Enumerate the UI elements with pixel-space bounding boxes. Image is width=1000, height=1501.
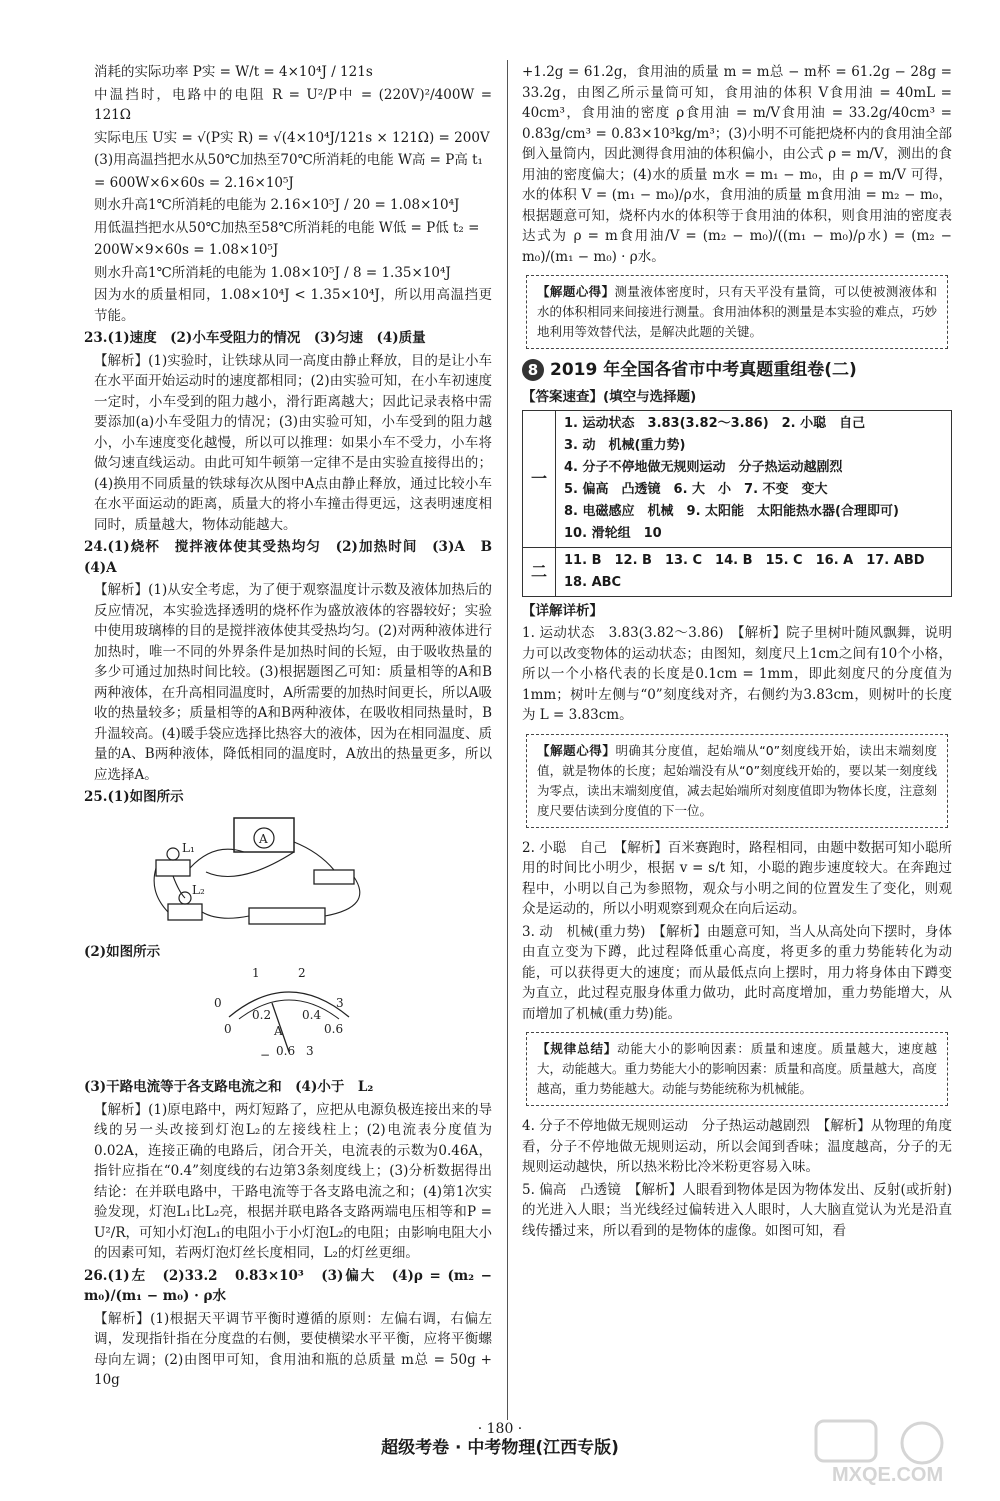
q24-answer: 24.(1)烧杯 搅拌液体使其受热均匀 (2)加热时间 (3)A B (4)A <box>84 539 506 576</box>
answer-line: 3. 动 机械(重力势) <box>564 437 686 453</box>
row-label: 一 <box>523 410 556 547</box>
tip-text: 测量液体密度时，只有天平没有量筒，可以使被测液体和水的体积相同来间接进行测量。食用油体积的测量是本实验的难点，巧妙地利用等效替代法，是解决此题的关键。 <box>537 284 938 339</box>
detail-2: 2. 小聪 自己 【解析】百米赛跑时，路程相同，由题中数据可知小聪所用的时间比小明少，根据 v = s/t 知，小聪的跑步速度较大。在奔跑过程中，小明以自己为参照物，观众与小明之间的位置发生了变化，则观众是运动的，所以小明观察到观众在向后运动。 <box>522 839 952 917</box>
answer-cell <box>556 410 952 547</box>
terminal-label: 0.6 <box>276 1043 296 1058</box>
column-divider <box>507 60 508 1420</box>
lamp-l1-label: L₁ <box>182 840 195 855</box>
tip-tag: 【规律总结】 <box>537 1041 618 1056</box>
tip-box <box>526 734 948 828</box>
answer-row <box>523 547 952 596</box>
tick-label: 0.2 <box>252 1007 272 1022</box>
answer-line: 10. 滑轮组 10 <box>564 525 662 541</box>
section-title-text: 2019 年全国各省市中考真题重组卷(二) <box>550 359 857 380</box>
answer-line: 4. 分子不停地做无规则运动 分子热运动越剧烈 <box>564 459 843 475</box>
watermark-text: MXQE.COM <box>832 1463 944 1486</box>
text-line: 用低温挡把水从50℃加热至58℃所消耗的电能 W低 = P低 t₂ = <box>94 219 480 236</box>
tick-label: 0 <box>224 1021 232 1036</box>
answer-table <box>522 410 952 597</box>
text-line: 则水升高1℃所消耗的电能为 1.08×10⁵J / 8 = 1.35×10⁴J <box>94 264 451 281</box>
answer-line: 11. B 12. B 13. C 14. B 15. C 16. A 17. ABD <box>564 552 925 568</box>
q23-answer: 23.(1)速度 (2)小车受阻力的情况 (3)匀速 (4)质量 <box>84 330 426 346</box>
circuit-diagram <box>144 812 492 939</box>
book-title: 超级考卷 · 中考物理(江西专版) <box>381 1438 619 1458</box>
answer-line: 18. ABC <box>564 574 622 590</box>
section-number: 8 <box>522 359 544 381</box>
q25-explanation: 【解析】(1)原电路中，两灯短路了，应把从电源负极连接出来的导线的另一头改接到灯泡L₂的左接线柱上；(2)电流表分度值为0.02A，连接正确的电路后，闭合开关，电流表的示数为0.46A，指针应指在“0.4”刻度线的右边第3条刻度线上；(3)分析数据得出结论：在并联电路中，干路电流等于各支路电流之和；(4)第1次实验发现，灯泡L₁比L₂亮，根据并联电路各支路两端电压相等和P = U²/R，可知小灯泡L₁的电阻小于小灯泡L₂的电阻；由影响电阻大小的因素可知，若两灯泡灯丝长度相同，L₂的灯丝更细。 <box>94 1101 492 1261</box>
watermark-icon <box>812 1417 982 1487</box>
text-line: 则水升高1℃所消耗的电能为 2.16×10⁵J / 20 = 1.08×10⁴J <box>94 197 460 213</box>
detail-3: 3. 动 机械(重力势) 【解析】由题意可知，当人从高处向下摆时，身体由直立变为下蹲，此过程降低重心高度，将更多的重力势能转化为动能，可以获得更大的速度；而从最低点向上摆时，用力将身体由下蹲变为直立，此过程克服身体重力做功，此时高度增加，重力势能增大，从而增加了机械(重力势)能。 <box>522 923 952 1022</box>
left-column <box>84 62 506 1393</box>
text-line: 中温挡时，电路中的电阻 R = U²/P中 = (220V)²/400W = 121Ω <box>94 86 492 123</box>
tick-label: 1 <box>252 966 260 980</box>
rule-box <box>526 1032 948 1106</box>
q26-explanation-cont: +1.2g = 61.2g，食用油的质量 m = m总 − m杯 = 61.2g − 28g = 33.2g，由图乙所示量筒可知，食用油的体积 V食用油 = 40mL = 40cm³，食用油的密度 ρ食用油 = m/V食用油 = 33.2g/40cm³ = 0.83g/cm³ = 0.83×10³kg/m³；(3)小明不可能把烧杯内的食用油全部倒入量筒内，因此测得食用油的体积偏小，由公式 ρ = m/V，测出的食用油的密度偏大；(4)水的质量 m水 = m₁ − m₀，由 ρ = m/V 可得，水的体积 V = (m₁ − m₀)/ρ水，食用油的质量 m食用油 = m₂ − m₀，根据题意可知，烧杯内水的体积等于食用油的体积，则食用油的密度表达式为 ρ = m食用油/V = (m₂ − m₀)/((m₁ − m₀)/ρ水) = (m₂ − m₀)/(m₁ − m₀) · ρ水。 <box>522 64 952 265</box>
row-label: 二 <box>523 547 556 596</box>
answer-line: 5. 偏高 凸透镜 6. 大 小 7. 不变 变大 <box>564 481 828 497</box>
tick-label: 0.6 <box>324 1021 344 1036</box>
tip-text: 动能大小的影响因素：质量和速度。质量越大，速度越大，动能越大。重力势能大小的影响因素：质量和高度。质量越大，高度越高，重力势能越大。动能与势能统称为机械能。 <box>537 1041 938 1096</box>
right-column <box>522 62 952 1243</box>
answer-row <box>523 410 952 547</box>
text-line: (3)用高温挡把水从50℃加热至70℃所消耗的电能 W高 = P高 t₁ <box>94 152 483 168</box>
terminal-label: − <box>260 1047 271 1062</box>
quick-answer-label: 【答案速查】(填空与选择题) <box>522 389 697 405</box>
tip-box <box>526 275 948 349</box>
page-number: · 180 · <box>477 1421 523 1437</box>
unit-label: A <box>274 1023 283 1038</box>
text-line: 消耗的实际功率 P实 = W/t = 4×10⁴J / 121s <box>94 64 373 80</box>
tip-tag: 【解题心得】 <box>537 284 615 299</box>
q26-answer: 26.(1)左 (2)33.2 0.83×10³ (3)偏大 (4)ρ = (m₂ − m₀)/(m₁ − m₀) · ρ水 <box>84 1267 492 1304</box>
detail-1: 1. 运动状态 3.83(3.82～3.86) 【解析】院子里树叶随风飘舞，说明力可以改变物体的运动状态；由图知，刻度尺上1cm之间有10个小格，所以一个小格代表的长度是0.1cm = 1mm，即此刻度尺的分度值为1mm；树叶左侧与“0”刻度线对齐，右侧约为3.83cm，则树叶的长度为 L = 3.83cm。 <box>522 625 952 723</box>
q23-explanation: 【解析】(1)实验时，让铁球从同一高度由静止释放，目的是让小车在水平面开始运动时的速度都相同；(2)由实验可知，在小车初速度一定时，小车受到的阻力越小，滑行距离越大；因此记录表格中需要添加(a)小车受阻力的情况；(3)由实验可知，小车受到的阻力越小，小车速度变化越慢，所以可以推理：如果小车不受力，小车将做匀速直线运动。由此可知牛顿第一定律不是由实验直接得出的；(4)换用不同质量的铁球每次从图中A点由静止释放，通过比较小车在水平面运动的距离，质量大的将小车撞击得更远，这表明速度相同时，质量越大，物体动能越大。 <box>94 352 492 533</box>
q26-explanation: 【解析】(1)根据天平调节平衡时遵循的原则：左偏右调，右偏左调，发现指针指在分度盘的右侧，要使横梁水平平衡，应将平衡螺母向左调；(2)由图甲可知，食用油和瓶的总质量 m总 = 50g + 10g <box>94 1310 492 1388</box>
tick-label: 0.4 <box>302 1007 322 1022</box>
watermark-logo <box>812 1417 982 1494</box>
q24-explanation: 【解析】(1)从安全考虑，为了便于观察温度计示数及液体加热后的反应情况，本实验选择透明的烧杯作为盛放液体的容器较好；实验中使用玻璃棒的目的是搅拌液体使其受热均匀。(2)对两种液体进行加热时，唯一不同的外界条件是加热时间的长短，由于吸收热量的多少可通过加热时间比较。(3)根据题图乙可知：质量相等的A和B两种液体，在升高相同温度时，A所需要的加热时间更长，所以A吸收的热量较多；质量相等的A和B两种液体，在吸收相同热量时，B升温较高。(4)暖手袋应选择比热容大的液体，因为在相同温度、质量的A、B两种液体，降低相同的温度时，A放出的热量更多，所以应选择A。 <box>94 582 492 783</box>
ammeter-label: A <box>259 831 268 846</box>
text-line: 200W×9×60s = 1.08×10⁵J <box>94 242 279 258</box>
lamp-l2-label: L₂ <box>192 882 205 897</box>
q25-answer-2: (2)如图所示 <box>84 944 161 960</box>
answer-line: 1. 运动状态 3.83(3.82～3.86) 2. 小聪 自己 <box>564 415 866 431</box>
tick-label: 0 <box>214 995 222 1010</box>
tick-label: 2 <box>298 966 306 980</box>
section-title <box>522 359 952 381</box>
answer-cell <box>556 547 952 596</box>
q25-answer-1: 25.(1)如图所示 <box>84 789 184 805</box>
ammeter-diagram <box>214 967 492 1074</box>
text-line: = 600W×6×60s = 2.16×10⁵J <box>94 174 294 191</box>
detail-5: 5. 偏高 凸透镜 【解析】人眼看到物体是因为物体发出、反射(或折射)的光进入人眼；当光线经过偏转进入人眼时，人大脑直觉认为光是沿直线传播过来，所以看到的是物体的虚像。如图可知，看 <box>522 1181 952 1239</box>
answer-line: 8. 电磁感应 机械 9. 太阳能 太阳能热水器(合理即可) <box>564 503 899 519</box>
tip-tag: 【解题心得】 <box>537 742 616 758</box>
text-line: 因为水的质量相同，1.08×10⁴J < 1.35×10⁴J，所以用高温挡更节能。 <box>94 287 492 324</box>
detail-4: 4. 分子不停地做无规则运动 分子热运动越剧烈 【解析】从物理的角度看，分子不停地做无规则运动，所以会闻到香味；温度越高，分子的无规则运动越快，所以热米粉比冷米粉更容易入味。 <box>522 1118 952 1175</box>
terminal-label: 3 <box>306 1043 314 1058</box>
ammeter-figure <box>214 967 364 1067</box>
tip-text: 明确其分度值，起始端从“0”刻度线开始，读出末端刻度值，就是物体的长度；起始端没有从“0”刻度线开始的，要以某一刻度线为零点，读出末端刻度值，减去起始端所对刻度值即为物体长度，注意刻度尺要估读到分度值的下一位。 <box>537 742 938 818</box>
q25-answer-3: (3)干路电流等于各支路电流之和 (4)小于 L₂ <box>84 1079 374 1095</box>
text-line: 实际电压 U实 = √(P实 R) = √(4×10⁴J/121s × 121Ω) = 200V <box>94 129 490 146</box>
circuit-figure <box>144 812 384 932</box>
detail-label: 【详解详析】 <box>522 602 603 619</box>
tick-label: 3 <box>336 995 344 1010</box>
